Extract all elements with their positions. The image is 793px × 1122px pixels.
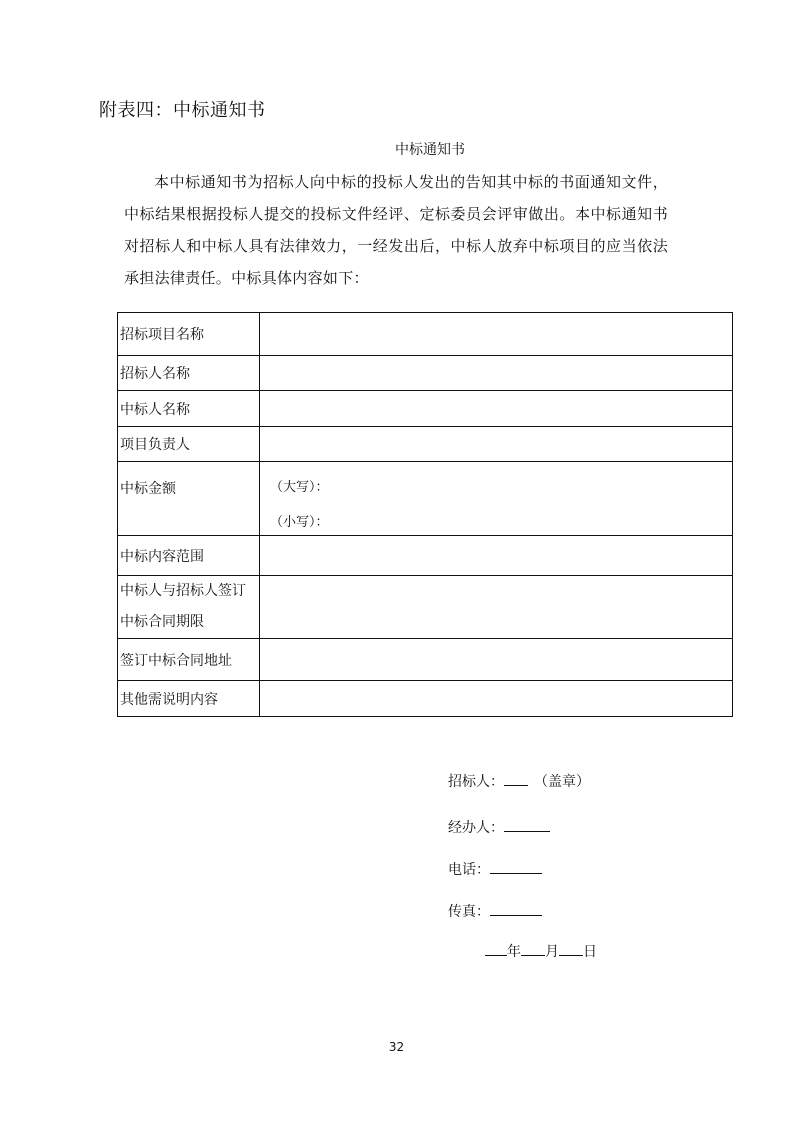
other-notes-label: 其他需说明内容 xyxy=(118,681,260,717)
month-label: 月 xyxy=(545,944,559,960)
day-blank xyxy=(559,941,583,956)
page-number: 32 xyxy=(388,1040,405,1054)
contract-address-label: 签订中标合同地址 xyxy=(118,639,260,681)
year-label: 年 xyxy=(507,944,521,960)
tenderer-signature-blank xyxy=(504,771,528,786)
amount-upper-label: （大写）： xyxy=(270,480,329,495)
table-row xyxy=(118,536,733,576)
table-row xyxy=(118,313,733,356)
table-row xyxy=(118,391,733,427)
table-row xyxy=(118,681,733,717)
project-manager-label: 项目负责人 xyxy=(118,427,260,462)
month-blank xyxy=(521,941,545,956)
tenderer-name-label: 招标人名称 xyxy=(118,356,260,391)
contract-period-label xyxy=(118,576,260,639)
document-title: 中标通知书 xyxy=(395,142,465,158)
handler-signature-line xyxy=(448,817,550,838)
fax-blank xyxy=(490,901,542,916)
table-row xyxy=(118,576,733,639)
contract-period-label-line2: 中标合同期限 xyxy=(120,614,204,630)
tenderer-signature-label: 招标人： xyxy=(448,774,504,790)
table-row xyxy=(118,462,733,536)
phone-label: 电话： xyxy=(448,862,490,878)
project-name-label: 招标项目名称 xyxy=(118,313,260,356)
winning-amount-value xyxy=(260,462,733,536)
phone-blank xyxy=(490,859,542,874)
fax-label: 传真： xyxy=(448,904,490,920)
scope-value xyxy=(260,536,733,576)
award-notice-table xyxy=(117,312,733,717)
handler-label: 经办人： xyxy=(448,820,504,836)
winner-name-value xyxy=(260,391,733,427)
handler-blank xyxy=(504,817,550,832)
contract-period-value xyxy=(260,576,733,639)
other-notes-value xyxy=(260,681,733,717)
table-row xyxy=(118,427,733,462)
fax-line xyxy=(448,901,542,922)
winning-amount-label: 中标金额 xyxy=(118,462,260,536)
contract-period-label-line1: 中标人与招标人签订 xyxy=(120,583,246,599)
intro-paragraph: 本中标通知书为招标人向中标的投标人发出的告知其中标的书面通知文件，中标结果根据投标人提交的投标文件经评、定标委员会评审做出。本中标通知书对招标人和中标人具有法律效力，一经发出后，中标人放弃中标项目的应当依法承担法律责任。中标具体内容如下： xyxy=(124,173,668,287)
seal-label: （盖章） xyxy=(534,774,590,790)
table-row xyxy=(118,356,733,391)
project-manager-value xyxy=(260,427,733,462)
day-label: 日 xyxy=(583,944,597,960)
project-name-value xyxy=(260,313,733,356)
scope-label: 中标内容范围 xyxy=(118,536,260,576)
section-heading: 附表四：中标通知书 xyxy=(99,100,266,121)
contract-address-value xyxy=(260,639,733,681)
tenderer-name-value xyxy=(260,356,733,391)
phone-line xyxy=(448,859,542,880)
date-line xyxy=(485,941,597,962)
amount-lower-label: （小写）： xyxy=(270,515,329,530)
year-blank xyxy=(485,941,507,956)
winner-name-label: 中标人名称 xyxy=(118,391,260,427)
tenderer-signature-line xyxy=(448,771,590,792)
table-row xyxy=(118,639,733,681)
